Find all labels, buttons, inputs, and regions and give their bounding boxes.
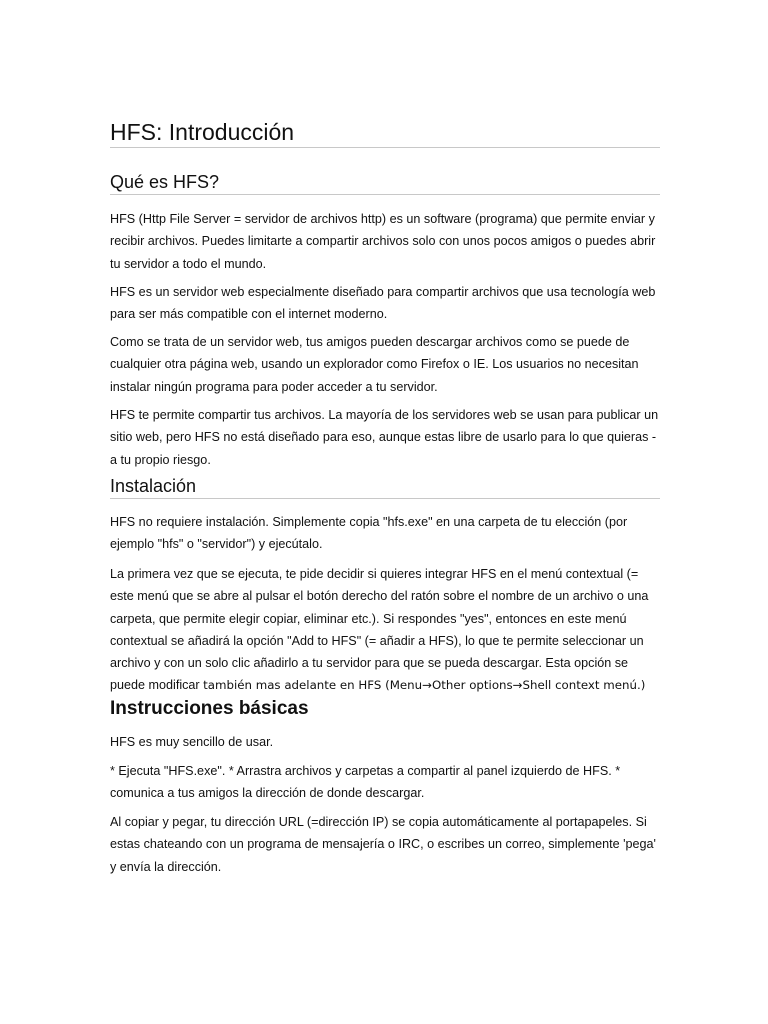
paragraph-que-es-3: Como se trata de un servidor web, tus amigos pueden descargar archivos como se puede de cualquier otra página web, usando un explorador como Firefox o IE. Los usuarios no necesitan instalar ningún programa para poder acceder a tu servidor. <box>110 335 639 394</box>
section-heading-instrucciones: Instrucciones básicas <box>110 698 309 719</box>
page-title: HFS: Introducción <box>110 118 660 148</box>
paragraph-instrucciones-2: * Ejecuta "HFS.exe". * Arrastra archivos y carpetas a compartir al panel izquierdo de HFS. * comunica a tus amigos la dirección de donde descargar. <box>110 764 621 801</box>
paragraph-instalacion-2-tail: también mas adelante en HFS (Menu→Other options→Shell context menú.) <box>203 678 646 693</box>
section-heading-que-es: Qué es HFS? <box>110 171 660 195</box>
paragraph-que-es-4: HFS te permite compartir tus archivos. La mayoría de los servidores web se usan para publicar un sitio web, pero HFS no está diseñado para eso, aunque estas libre de usarlo para lo que quieras - a tu propio riesgo. <box>110 408 659 467</box>
paragraph-instrucciones-1: HFS es muy sencillo de usar. <box>110 735 274 749</box>
paragraph-instalacion-2 <box>110 563 660 697</box>
section-heading-instalacion: Instalación <box>110 475 660 499</box>
paragraph-instalacion-1: HFS no requiere instalación. Simplemente copia "hfs.exe" en una carpeta de tu elección (por ejemplo "hfs" o "servidor") y ejecútalo. <box>110 515 628 552</box>
paragraph-que-es-1: HFS (Http File Server = servidor de archivos http) es un software (programa) que permite enviar y recibir archivos. Puedes limitarte a compartir archivos solo con unos pocos amigos o puedes abrir tu servidor a todo el mundo. <box>110 212 656 271</box>
paragraph-instrucciones-3: Al copiar y pegar, tu dirección URL (=dirección IP) se copia automáticamente al portapapeles. Si estas chateando con un programa de mensajería o IRC, o escribes un correo, simplemente 'pega' y envía la dirección. <box>110 815 656 874</box>
paragraph-instalacion-2-main: La primera vez que se ejecuta, te pide decidir si quieres integrar HFS en el menú contextual (= este menú que se abre al pulsar el botón derecho del ratón sobre el nombre de un archivo o una carpeta, que permite elegir copiar, eliminar etc.). Si respondes "yes", entonces en este menú contextual se añadirá la opción "Add to HFS" (= añadir a HFS), lo que te permite seleccionar un archivo y con un solo clic añadirlo a tu servidor para que se pueda descargar. Esta opción se puede modificar <box>110 567 649 693</box>
paragraph-que-es-2: HFS es un servidor web especialmente diseñado para compartir archivos que usa tecnología web para ser más compatible con el internet moderno. <box>110 285 656 322</box>
